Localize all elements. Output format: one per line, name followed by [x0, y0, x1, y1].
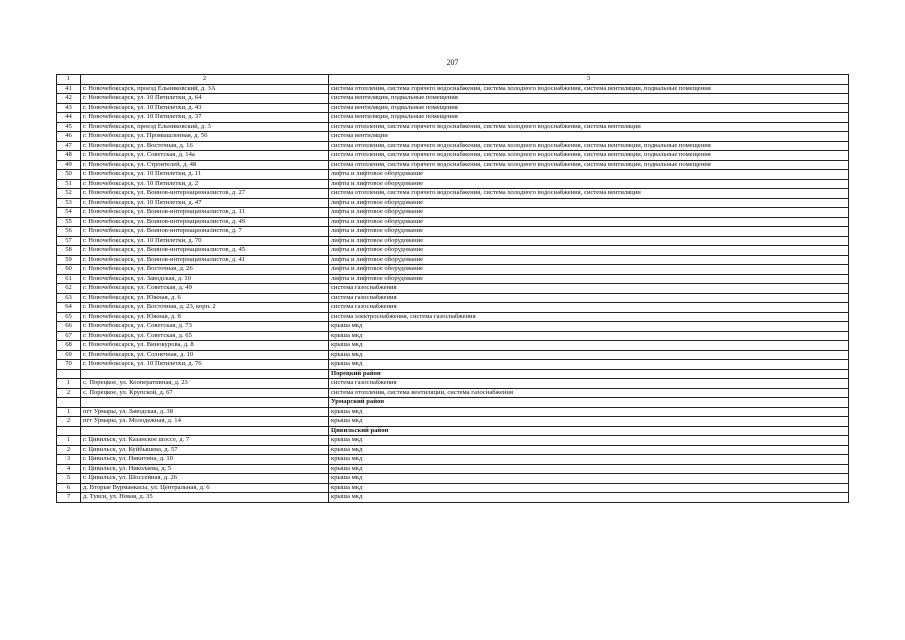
- row-works: лифты и лифтовое оборудование: [329, 217, 849, 227]
- row-address: г. Новочебоксарск, ул. Южная, д. 6: [81, 293, 329, 303]
- district-row: [57, 426, 849, 436]
- table-row: [57, 103, 849, 113]
- row-address: г. Новочебоксарск, ул. Воинов-интернационалистов, д. 27: [81, 189, 329, 199]
- row-address: г. Новочебоксарск, проезд Ельниковский, д. 3А: [81, 84, 329, 94]
- row-works: система отопления, система вентиляции, система газоснабжения: [329, 388, 849, 398]
- row-works: система отопления, система горячего водоснабжения, система холодного водоснабжения, система вентиляции: [329, 122, 849, 132]
- row-works: система отопления, система горячего водоснабжения, система холодного водоснабжения, система вентиляции, подвальные помещения: [329, 151, 849, 161]
- table-row: [57, 379, 849, 389]
- row-address: г. Новочебоксарск, ул. Солнечная, д. 10: [81, 350, 329, 360]
- row-works: лифты и лифтовое оборудование: [329, 236, 849, 246]
- row-works: крыша мкд: [329, 407, 849, 417]
- table-row: [57, 141, 849, 151]
- row-number: 1: [57, 436, 81, 446]
- row-number: 49: [57, 160, 81, 170]
- row-number: 65: [57, 312, 81, 322]
- row-number: 2: [57, 417, 81, 427]
- row-number: 3: [57, 455, 81, 465]
- row-address: г. Новочебоксарск, ул. 10 Пятилетки, д. 43: [81, 103, 329, 113]
- row-number: 7: [57, 493, 81, 503]
- header-col-2: 2: [81, 75, 329, 85]
- table-row: [57, 265, 849, 275]
- row-address: г. Новочебоксарск, ул. 10 Пятилетки, д. 76: [81, 360, 329, 370]
- table-row: [57, 113, 849, 123]
- row-address: г. Цивильск, ул. Куйбышева, д. 57: [81, 445, 329, 455]
- table-row: [57, 160, 849, 170]
- row-address: г. Новочебоксарск, ул. Советская, д. 49: [81, 284, 329, 294]
- row-number: 47: [57, 141, 81, 151]
- row-address: г. Новочебоксарск, ул. 10 Пятилетки, д. 47: [81, 198, 329, 208]
- row-works: лифты и лифтовое оборудование: [329, 227, 849, 237]
- table-row: [57, 388, 849, 398]
- row-address: г. Цивильск, ул. Шоссейная, д. 26: [81, 474, 329, 484]
- row-address: г. Цивильск, ул. Казанское шоссе, д. 7: [81, 436, 329, 446]
- row-address: г. Новочебоксарск, ул. 10 Пятилетки, д. 11: [81, 170, 329, 180]
- row-works: система газоснабжения: [329, 284, 849, 294]
- row-works: крыша мкд: [329, 464, 849, 474]
- table-row: [57, 236, 849, 246]
- row-number: 63: [57, 293, 81, 303]
- row-address: г. Новочебоксарск, ул. Южная, д. 8: [81, 312, 329, 322]
- row-number: 46: [57, 132, 81, 142]
- row-number: 59: [57, 255, 81, 265]
- table-row: [57, 341, 849, 351]
- table-row: [57, 331, 849, 341]
- row-address: г. Новочебоксарск, ул. 10 Пятилетки, д. 64: [81, 94, 329, 104]
- row-address: с. Порецкое, ул. Кооперативная, д. 23: [81, 379, 329, 389]
- district-cell-empty: [57, 398, 81, 408]
- row-works: крыша мкд: [329, 322, 849, 332]
- district-row: [57, 369, 849, 379]
- row-works: система отопления, система горячего водоснабжения, система холодного водоснабжения, система вентиляции, подвальные помещения: [329, 160, 849, 170]
- table-row: [57, 483, 849, 493]
- row-works: крыша мкд: [329, 360, 849, 370]
- table-row: [57, 312, 849, 322]
- row-works: крыша мкд: [329, 474, 849, 484]
- table-row: [57, 179, 849, 189]
- row-number: 69: [57, 350, 81, 360]
- table-row: [57, 246, 849, 256]
- table-row: [57, 445, 849, 455]
- row-address: г. Новочебоксарск, ул. Советская, д. 65: [81, 331, 329, 341]
- row-address: г. Цивильск, ул. Николаева, д. 5: [81, 464, 329, 474]
- row-address: г. Новочебоксарск, ул. Советская, д. 73: [81, 322, 329, 332]
- row-address: г. Новочебоксарск, ул. Заводская, д. 10: [81, 274, 329, 284]
- row-works: система газоснабжения: [329, 379, 849, 389]
- row-number: 2: [57, 445, 81, 455]
- row-address: г. Новочебоксарск, ул. Винокурова, д. 8: [81, 341, 329, 351]
- row-address: г. Цивильск, ул. Никитина, д. 10: [81, 455, 329, 465]
- works-table: [56, 74, 849, 503]
- row-works: крыша мкд: [329, 417, 849, 427]
- row-works: крыша мкд: [329, 483, 849, 493]
- row-works: система вентиляции, подвальные помещения: [329, 113, 849, 123]
- row-number: 68: [57, 341, 81, 351]
- table-row: [57, 360, 849, 370]
- row-works: крыша мкд: [329, 331, 849, 341]
- table-row: [57, 455, 849, 465]
- row-address: г. Новочебоксарск, ул. Воинов-интернационалистов, д. 49: [81, 217, 329, 227]
- row-works: крыша мкд: [329, 445, 849, 455]
- row-number: 1: [57, 379, 81, 389]
- row-number: 64: [57, 303, 81, 313]
- row-number: 52: [57, 189, 81, 199]
- table-row: [57, 284, 849, 294]
- row-number: 42: [57, 94, 81, 104]
- row-works: система газоснабжения: [329, 293, 849, 303]
- row-number: 43: [57, 103, 81, 113]
- table-row: [57, 84, 849, 94]
- table-row: [57, 350, 849, 360]
- district-cell-empty: [81, 398, 329, 408]
- table-row: [57, 189, 849, 199]
- table-row: [57, 151, 849, 161]
- row-address: г. Новочебоксарск, ул. Строителей, д. 48: [81, 160, 329, 170]
- row-address: д. Вторые Вурманкасы, ул. Центральная, д. 6: [81, 483, 329, 493]
- row-works: система отопления, система горячего водоснабжения, система холодного водоснабжения, система вентиляции, подвальные помещения: [329, 84, 849, 94]
- row-address: г. Новочебоксарск, ул. Восточная, д. 23, корп. 2: [81, 303, 329, 313]
- row-works: лифты и лифтовое оборудование: [329, 208, 849, 218]
- table-row: [57, 303, 849, 313]
- row-address: г. Новочебоксарск, ул. Воинов-интернационалистов, д. 11: [81, 208, 329, 218]
- page-number: 207: [446, 58, 459, 67]
- district-cell-empty: [57, 426, 81, 436]
- table-row: [57, 436, 849, 446]
- row-works: система газоснабжения: [329, 303, 849, 313]
- table-row: [57, 94, 849, 104]
- table-row: [57, 122, 849, 132]
- row-number: 53: [57, 198, 81, 208]
- row-number: 67: [57, 331, 81, 341]
- district-cell-empty: [57, 369, 81, 379]
- row-works: лифты и лифтовое оборудование: [329, 179, 849, 189]
- row-number: 45: [57, 122, 81, 132]
- row-number: 55: [57, 217, 81, 227]
- row-works: система отопления, система горячего водоснабжения, система холодного водоснабжения, система вентиляции: [329, 189, 849, 199]
- district-row: [57, 398, 849, 408]
- row-number: 54: [57, 208, 81, 218]
- row-address: г. Новочебоксарск, ул. Воинов-интернационалистов, д. 41: [81, 255, 329, 265]
- row-number: 50: [57, 170, 81, 180]
- table-row: [57, 132, 849, 142]
- table-row: [57, 474, 849, 484]
- table-row: [57, 293, 849, 303]
- row-number: 61: [57, 274, 81, 284]
- row-works: лифты и лифтовое оборудование: [329, 198, 849, 208]
- row-works: крыша мкд: [329, 436, 849, 446]
- row-works: система вентиляции, подвальные помещения: [329, 103, 849, 113]
- row-number: 57: [57, 236, 81, 246]
- table-row: [57, 227, 849, 237]
- row-address: г. Новочебоксарск, ул. Воинов-интернационалистов, д. 45: [81, 246, 329, 256]
- row-number: 58: [57, 246, 81, 256]
- row-works: система вентиляции, подвальные помещения: [329, 94, 849, 104]
- row-address: г. Новочебоксарск, ул. Промышленная, д. 56: [81, 132, 329, 142]
- row-works: крыша мкд: [329, 341, 849, 351]
- header-col-1: 1: [57, 75, 81, 85]
- row-address: г. Новочебоксарск, ул. 10 Пятилетки, д. 70: [81, 236, 329, 246]
- row-works: крыша мкд: [329, 455, 849, 465]
- row-address: г. Новочебоксарск, ул. Воинов-интернационалистов, д. 7: [81, 227, 329, 237]
- row-works: крыша мкд: [329, 350, 849, 360]
- row-number: 5: [57, 474, 81, 484]
- row-works: система отопления, система горячего водоснабжения, система холодного водоснабжения, система вентиляции, подвальные помещения: [329, 141, 849, 151]
- row-address: пгт Урмары, ул. Заводская, д. 38: [81, 407, 329, 417]
- row-address: г. Новочебоксарск, ул. 10 Пятилетки, д. 37: [81, 113, 329, 123]
- table-header-row: [57, 75, 849, 85]
- row-works: крыша мкд: [329, 493, 849, 503]
- row-address: д. Тувси, ул. Новая, д. 35: [81, 493, 329, 503]
- table-row: [57, 198, 849, 208]
- table-row: [57, 407, 849, 417]
- row-number: 56: [57, 227, 81, 237]
- table-row: [57, 417, 849, 427]
- row-works: система вентиляции: [329, 132, 849, 142]
- row-number: 70: [57, 360, 81, 370]
- row-works: лифты и лифтовое оборудование: [329, 265, 849, 275]
- row-address: г. Новочебоксарск, ул. Советская, д. 14а: [81, 151, 329, 161]
- table-row: [57, 255, 849, 265]
- row-address: пгт Урмары, ул. Молодежная, д. 14: [81, 417, 329, 427]
- row-works: лифты и лифтовое оборудование: [329, 274, 849, 284]
- table-row: [57, 322, 849, 332]
- row-number: 48: [57, 151, 81, 161]
- row-address: г. Новочебоксарск, ул. 10 Пятилетки, д. 2: [81, 179, 329, 189]
- table-row: [57, 464, 849, 474]
- district-cell-empty: [81, 426, 329, 436]
- table-row: [57, 170, 849, 180]
- row-works: лифты и лифтовое оборудование: [329, 170, 849, 180]
- district-name: Цивильский район: [329, 426, 849, 436]
- row-address: г. Новочебоксарск, ул. Восточная, д. 16: [81, 141, 329, 151]
- district-name: Урмарский район: [329, 398, 849, 408]
- row-address: г. Новочебоксарск, проезд Ельниковский, д. 3: [81, 122, 329, 132]
- table-row: [57, 217, 849, 227]
- district-name: Порецкий район: [329, 369, 849, 379]
- row-address: г. Новочебоксарск, ул. Восточная, д. 26: [81, 265, 329, 275]
- row-works: лифты и лифтовое оборудование: [329, 255, 849, 265]
- row-number: 2: [57, 388, 81, 398]
- row-number: 51: [57, 179, 81, 189]
- row-number: 1: [57, 407, 81, 417]
- row-works: система электроснабжения, система газоснабжения: [329, 312, 849, 322]
- row-number: 44: [57, 113, 81, 123]
- district-cell-empty: [81, 369, 329, 379]
- row-number: 60: [57, 265, 81, 275]
- table-row: [57, 493, 849, 503]
- table-row: [57, 208, 849, 218]
- row-number: 66: [57, 322, 81, 332]
- row-address: с. Порецкое, ул. Крупской, д. 67: [81, 388, 329, 398]
- row-number: 62: [57, 284, 81, 294]
- row-number: 6: [57, 483, 81, 493]
- row-works: лифты и лифтовое оборудование: [329, 246, 849, 256]
- row-number: 4: [57, 464, 81, 474]
- header-col-3: 3: [329, 75, 849, 85]
- row-number: 41: [57, 84, 81, 94]
- table-row: [57, 274, 849, 284]
